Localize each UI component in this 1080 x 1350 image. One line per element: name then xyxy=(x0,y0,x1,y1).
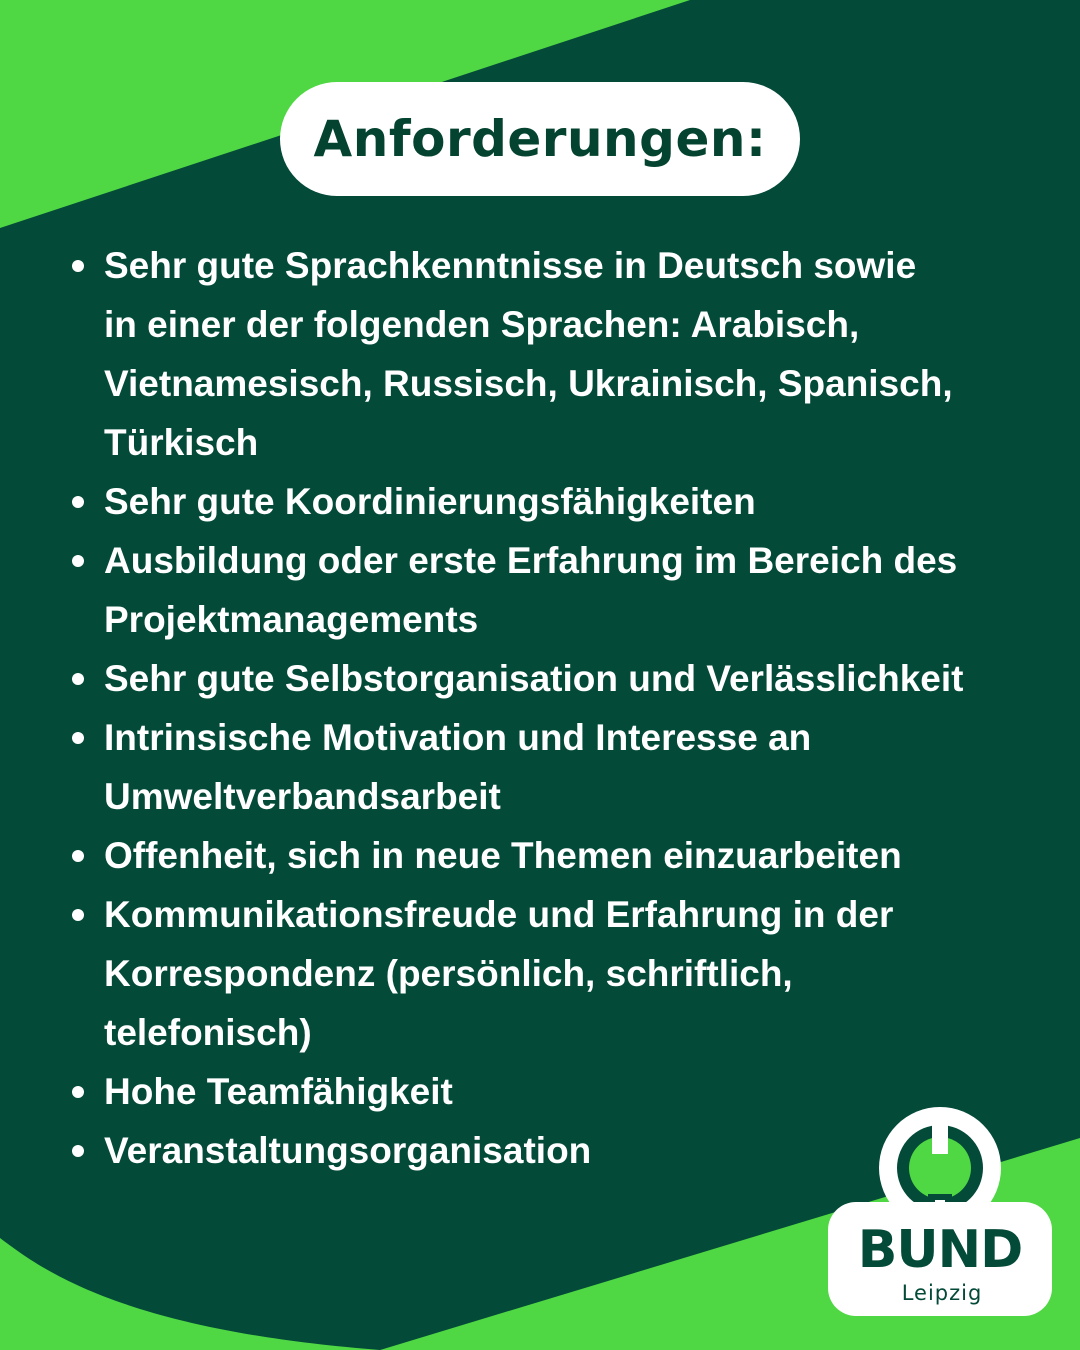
bullet-icon xyxy=(72,1145,84,1157)
bullet-icon xyxy=(72,496,84,508)
bund-leipzig-logo xyxy=(828,1104,1052,1316)
requirement-line: Umweltverbandsarbeit xyxy=(104,776,501,817)
requirement-line: Offenheit, sich in neue Themen einzuarbeiten xyxy=(104,835,902,876)
requirement-item xyxy=(70,531,1005,649)
requirements-list xyxy=(70,236,1005,1180)
bullet-icon xyxy=(72,850,84,862)
requirement-line: Intrinsische Motivation und Interesse an xyxy=(104,717,812,758)
requirement-item xyxy=(70,236,1005,472)
requirement-line: Sehr gute Selbstorganisation und Verlässlichkeit xyxy=(104,658,964,699)
requirement-line: Veranstaltungsorganisation xyxy=(104,1130,592,1171)
requirement-item xyxy=(70,649,1005,708)
requirement-line: Korrespondenz (persönlich, schriftlich, xyxy=(104,953,793,994)
logo-wordmark: BUND xyxy=(857,1220,1023,1280)
bullet-icon xyxy=(72,732,84,744)
requirement-item xyxy=(70,472,1005,531)
title-pill xyxy=(280,82,800,196)
requirement-item xyxy=(70,708,1005,826)
page-title: Anforderungen: xyxy=(313,110,767,168)
requirement-line: Ausbildung oder erste Erfahrung im Bereich des xyxy=(104,540,958,581)
requirement-line: Sehr gute Sprachkenntnisse in Deutsch sowie xyxy=(104,245,917,286)
bullet-icon xyxy=(72,1086,84,1098)
logo-city: Leipzig xyxy=(901,1281,983,1305)
requirement-line: Projektmanagements xyxy=(104,599,479,640)
bullet-icon xyxy=(72,260,84,272)
requirement-line: Vietnamesisch, Russisch, Ukrainisch, Spanisch, xyxy=(104,363,953,404)
bullet-icon xyxy=(72,555,84,567)
requirement-line: Türkisch xyxy=(104,422,259,463)
bullet-icon xyxy=(72,673,84,685)
requirement-line: Sehr gute Koordinierungsfähigkeiten xyxy=(104,481,756,522)
requirement-line: Kommunikationsfreude und Erfahrung in der xyxy=(104,894,894,935)
requirement-item xyxy=(70,826,1005,885)
requirement-line: telefonisch) xyxy=(104,1012,312,1053)
requirement-line: in einer der folgenden Sprachen: Arabisch, xyxy=(104,304,860,345)
requirement-item xyxy=(70,885,1005,1062)
bullet-icon xyxy=(72,909,84,921)
requirement-line: Hohe Teamfähigkeit xyxy=(104,1071,453,1112)
